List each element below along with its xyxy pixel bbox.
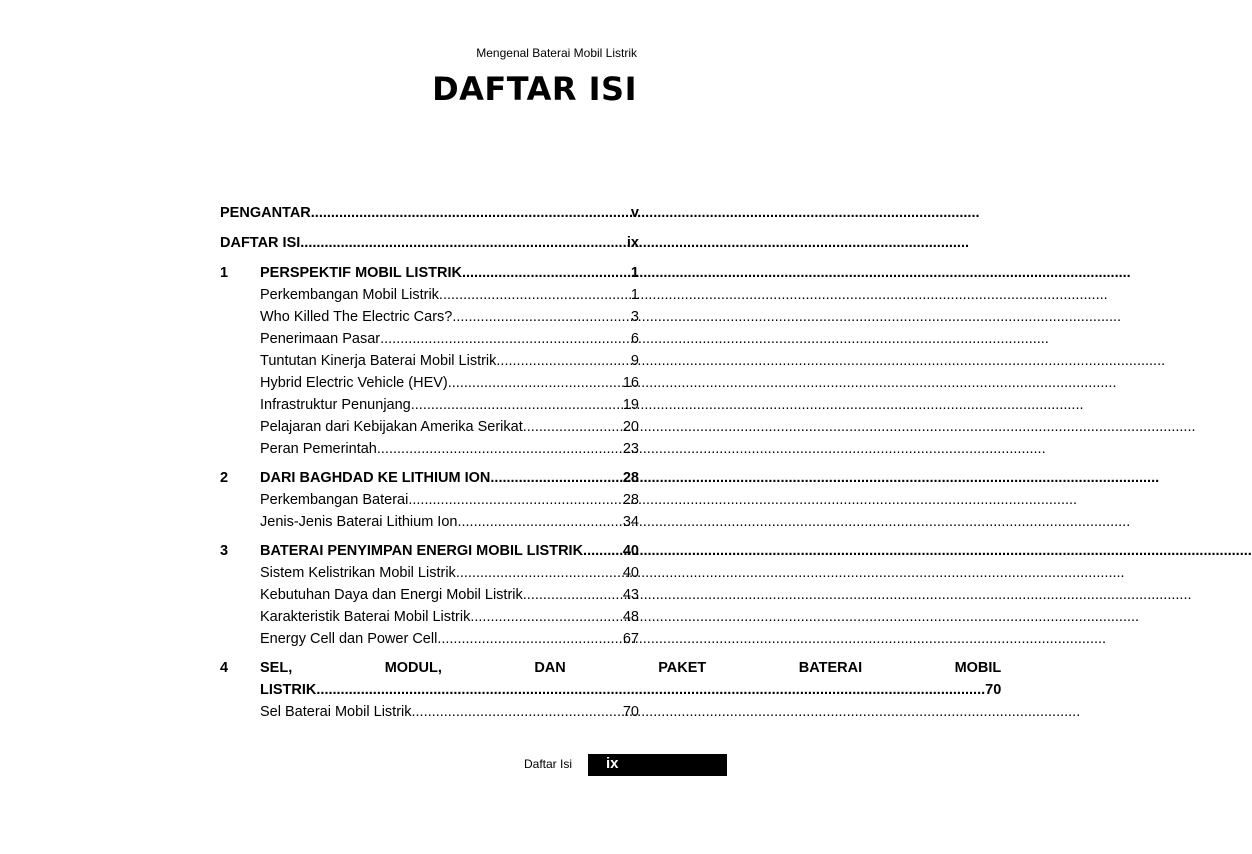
section-label: Karakteristik Baterai Mobil Listrik [260, 609, 471, 625]
chapter-title: BATERAI PENYIMPAN ENERGI MOBIL LISTRIK [260, 543, 584, 559]
section-label: Sel Baterai Mobil Listrik [260, 704, 412, 720]
dot-leader [300, 232, 627, 254]
toc-section[interactable] [220, 350, 639, 372]
toc-section[interactable] [220, 328, 639, 350]
title-word: PAKET [658, 660, 707, 676]
dot-leader [470, 606, 623, 628]
section-page: 6 [630, 331, 639, 347]
title-word: DAN [534, 660, 566, 676]
toc-entry-label: DAFTAR ISI [220, 235, 301, 251]
dot-leader [408, 489, 623, 511]
section-label: Jenis-Jenis Baterai Lithium Ion. [260, 514, 462, 530]
section-label: Perkembangan Baterai [260, 492, 409, 508]
running-head: Mengenal Baterai Mobil Listrik [476, 46, 637, 60]
section-page: 28 [622, 492, 639, 508]
toc-section[interactable] [220, 394, 639, 416]
toc-entry-label: PENGANTAR [220, 205, 311, 221]
section-label: Peran Pemerintah [260, 441, 377, 457]
dot-leader [490, 467, 622, 489]
chapter-page: 1 [630, 265, 639, 281]
section-page: 3 [630, 309, 639, 325]
toc-chapter-2[interactable] [220, 467, 639, 489]
section-label: Penerimaan Pasar [260, 331, 381, 347]
title-word: BATERAI [798, 660, 863, 676]
dot-leader [380, 328, 631, 350]
section-page: 48 [622, 609, 639, 625]
toc-chapter-4[interactable] [220, 657, 1002, 701]
chapter-number: 3 [220, 543, 229, 559]
section-label: Kebutuhan Daya dan Energi Mobil Listrik [260, 587, 523, 603]
dot-leader [462, 262, 631, 284]
page-title: DAFTAR ISI [432, 70, 637, 108]
section-page: 19 [622, 397, 639, 413]
title-word: MOBIL [954, 660, 1002, 676]
toc-section[interactable] [220, 562, 639, 584]
chapter-number: 1 [220, 265, 229, 281]
dot-leader [437, 628, 623, 650]
section-page: 70 [622, 704, 639, 720]
dot-leader [456, 562, 623, 584]
dot-leader [412, 701, 623, 723]
chapter-number: 4 [220, 660, 229, 676]
toc-chapter-3[interactable] [220, 540, 639, 562]
chapter-number: 2 [220, 470, 229, 486]
toc-entry-page: ix [626, 235, 639, 251]
section-page: 20 [622, 419, 639, 435]
section-label: Energy Cell dan Power Cell [260, 631, 438, 647]
dot-leader [462, 511, 623, 533]
section-page: 16 [622, 375, 639, 391]
toc-entry-pengantar[interactable] [220, 202, 639, 224]
toc-entry-daftar-isi[interactable] [220, 232, 639, 254]
chapter-title: PERSPEKTIF MOBIL LISTRIK [260, 265, 462, 281]
toc-section[interactable] [220, 628, 639, 650]
toc-section[interactable] [220, 416, 639, 438]
section-page: 43 [622, 587, 639, 603]
section-label: Pelajaran dari Kebijakan Amerika Serikat. [260, 419, 527, 435]
dot-leader [452, 306, 631, 328]
toc-chapter-1[interactable] [220, 262, 639, 284]
section-label: Sistem Kelistrikan Mobil Listrik [260, 565, 456, 581]
toc-section[interactable] [220, 489, 639, 511]
dot-leader [415, 394, 623, 416]
title-word: SEL, [260, 660, 293, 676]
footer-page-tab [588, 754, 727, 776]
footer-page-number: ix [606, 755, 619, 772]
toc-section[interactable] [220, 284, 639, 306]
toc-entry-page: v [630, 205, 639, 221]
section-page: 34 [622, 514, 639, 530]
section-label: Infrastruktur Penunjang. [260, 397, 415, 413]
chapter-page: 70 [985, 682, 1002, 698]
table-of-contents [220, 202, 1002, 723]
toc-section[interactable] [220, 306, 639, 328]
section-page: 1 [630, 287, 639, 303]
section-page: 23 [622, 441, 639, 457]
footer-label: Daftar Isi [524, 757, 573, 771]
title-word: MODUL, [384, 660, 442, 676]
dot-leader [311, 202, 631, 224]
chapter-page: 28 [622, 470, 639, 486]
section-label: Who Killed The Electric Cars? [260, 309, 453, 325]
section-page: 9 [630, 353, 639, 369]
toc-section[interactable] [220, 372, 639, 394]
toc-section[interactable] [220, 701, 639, 723]
toc-section[interactable] [220, 438, 639, 460]
chapter-title-line-1 [260, 657, 1001, 679]
section-label: Hybrid Electric Vehicle (HEV) [260, 375, 448, 391]
dot-leader [523, 584, 623, 606]
dot-leader [527, 416, 623, 438]
section-page: 67 [622, 631, 639, 647]
toc-section[interactable] [220, 511, 639, 533]
dot-leader [448, 372, 623, 394]
section-label: Tuntutan Kinerja Baterai Mobil Listrik [260, 353, 497, 369]
section-label: Perkembangan Mobil Listrik [260, 287, 439, 303]
section-page: 40 [622, 565, 639, 581]
dot-leader [496, 350, 631, 372]
chapter-title-line-2 [260, 679, 1001, 701]
toc-section[interactable] [220, 606, 639, 628]
dot-leader [316, 679, 985, 701]
dot-leader [377, 438, 623, 460]
dot-leader [583, 540, 623, 562]
chapter-page: 40 [622, 543, 639, 559]
chapter-title: LISTRIK [260, 682, 317, 698]
chapter-title: DARI BAGHDAD KE LITHIUM ION [260, 470, 491, 486]
toc-section[interactable] [220, 584, 639, 606]
dot-leader [439, 284, 631, 306]
